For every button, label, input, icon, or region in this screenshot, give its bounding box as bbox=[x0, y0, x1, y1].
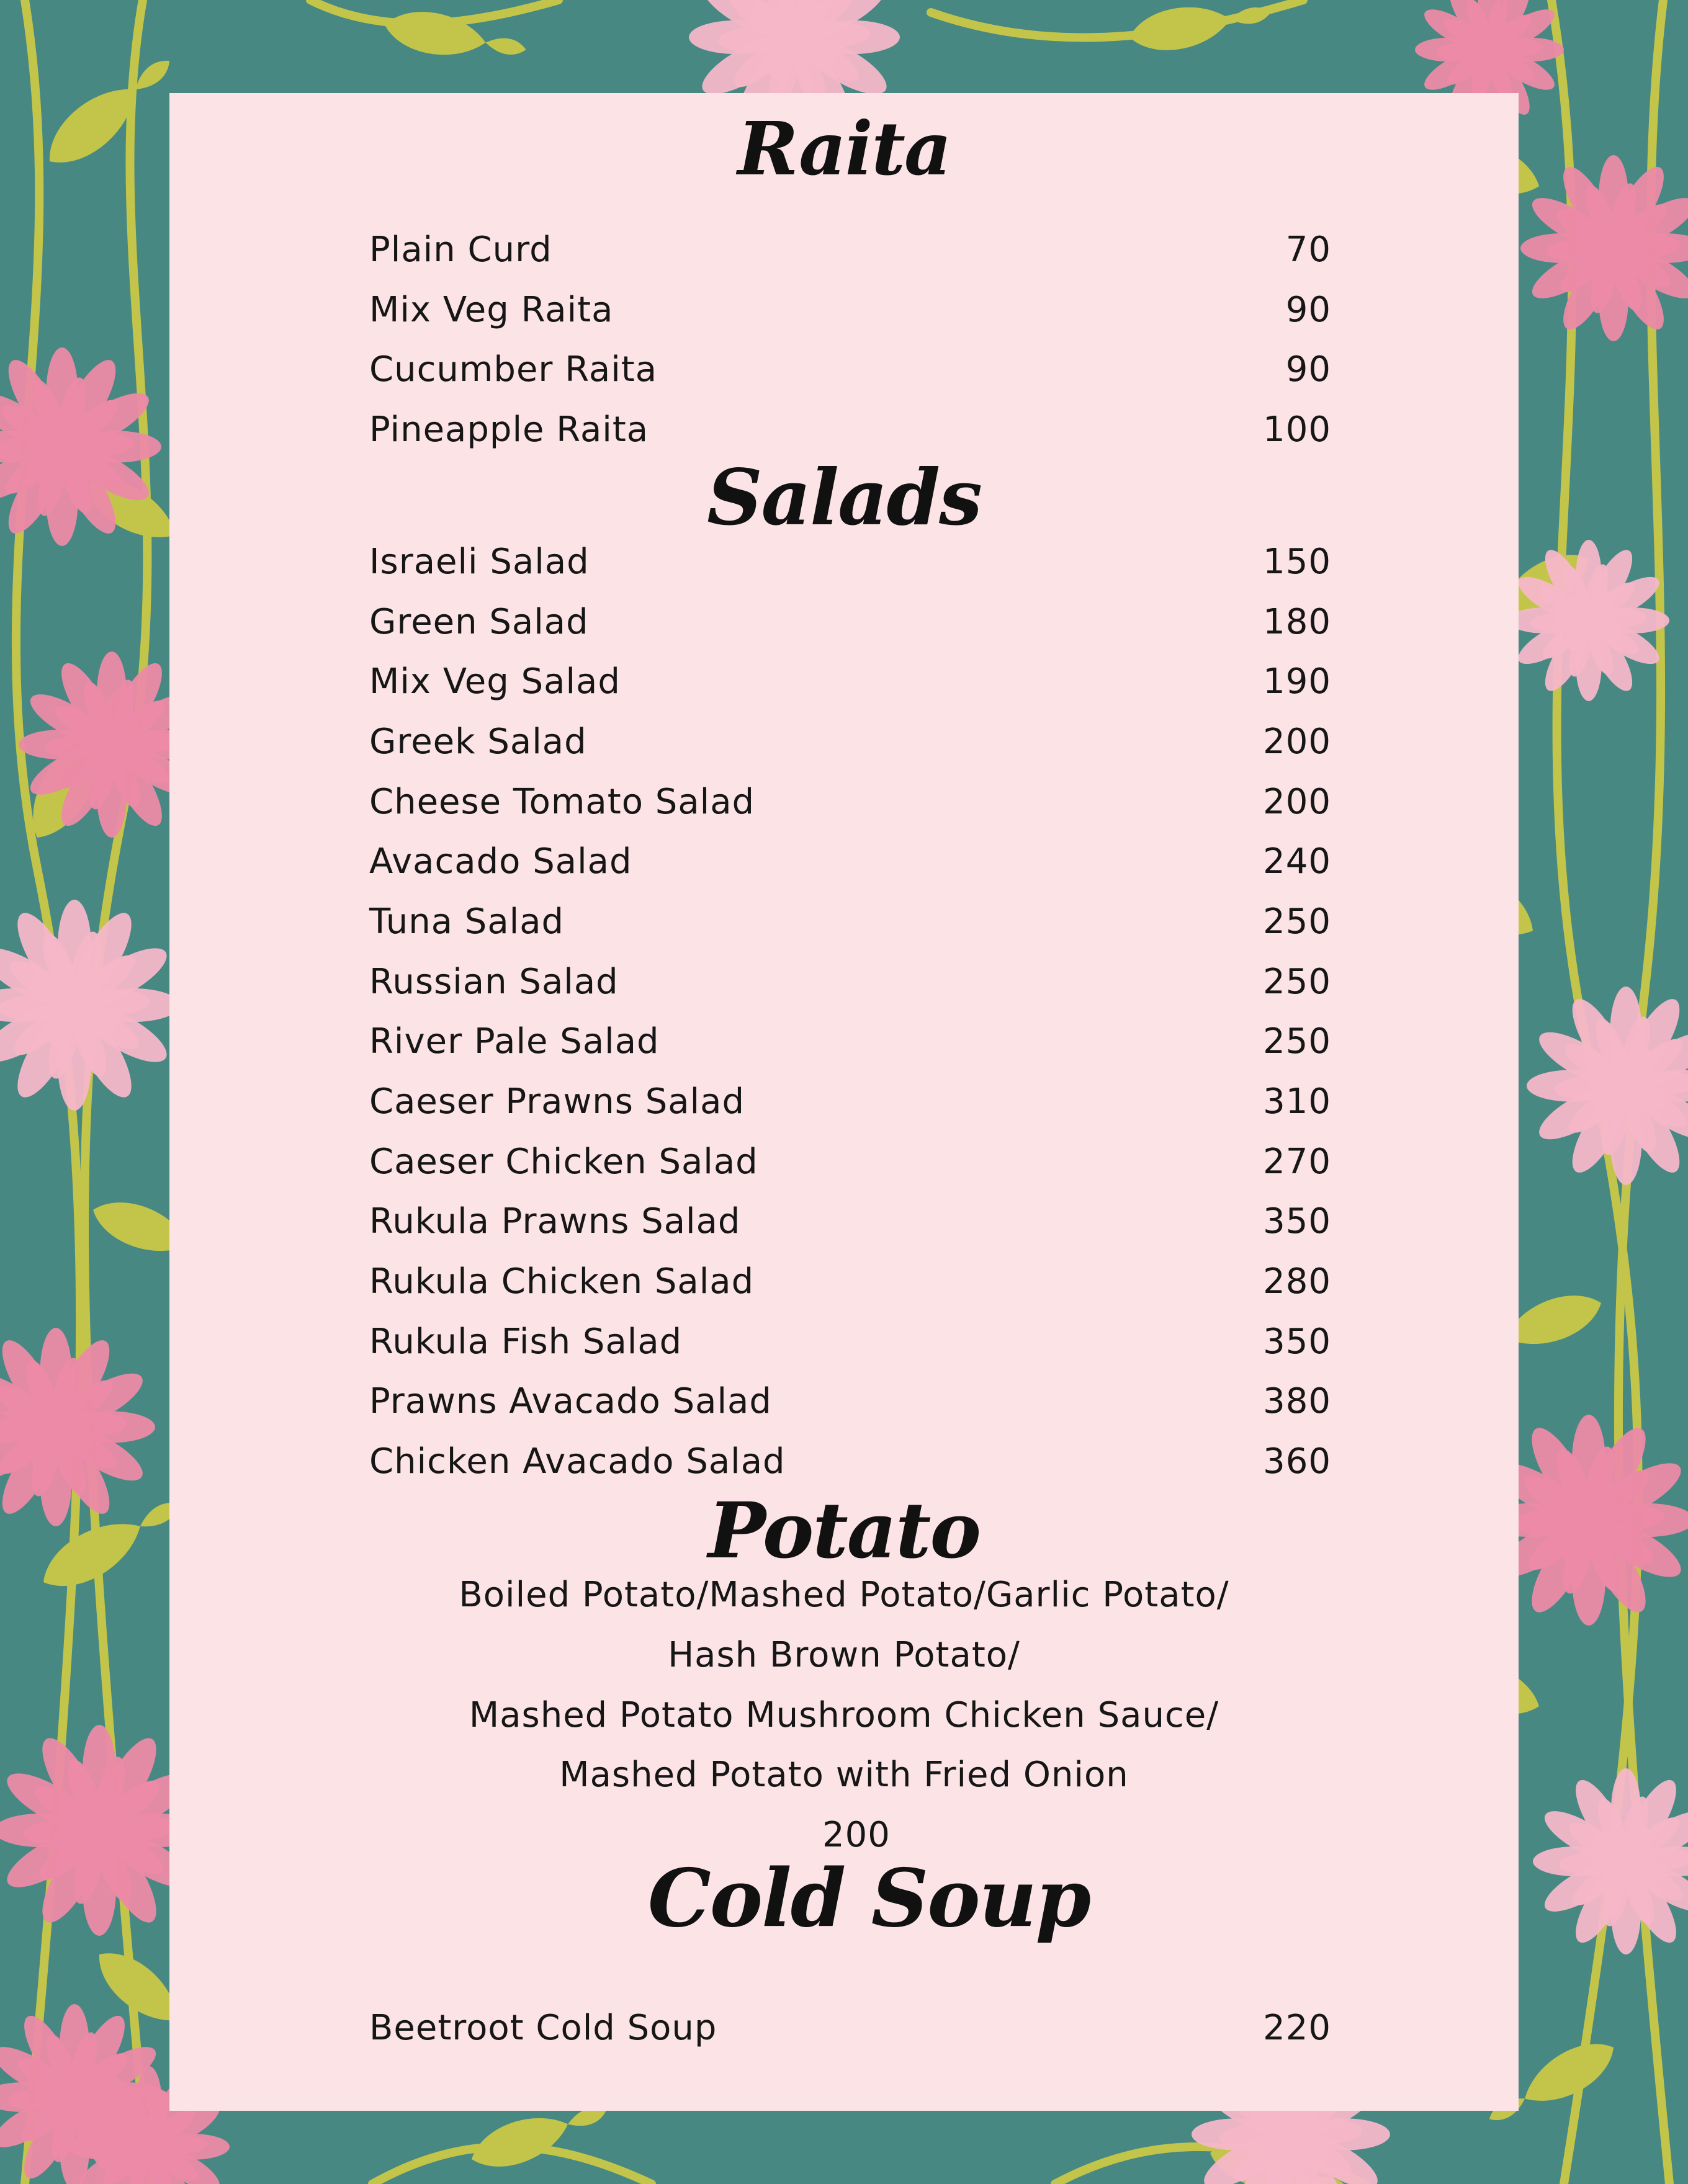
menu-item bbox=[369, 401, 1331, 457]
menu-item bbox=[369, 954, 1331, 1009]
salads-heading: Salads bbox=[707, 453, 981, 543]
potato-price: 200 bbox=[822, 1815, 891, 1855]
item-name: Russian Salad bbox=[369, 961, 619, 1002]
potato-line: Mashed Potato with Fried Onion bbox=[559, 1755, 1129, 1795]
menu-item bbox=[369, 1373, 1331, 1429]
item-price: 250 bbox=[1263, 901, 1331, 942]
menu-item bbox=[369, 1314, 1331, 1369]
item-name: Green Salad bbox=[369, 601, 589, 642]
item-name: Caeser Chicken Salad bbox=[369, 1141, 758, 1182]
item-name: Plain Curd bbox=[369, 229, 552, 270]
raita-heading: Raita bbox=[737, 105, 951, 192]
item-price: 380 bbox=[1263, 1381, 1331, 1421]
item-name: Pineapple Raita bbox=[369, 409, 649, 450]
menu-item bbox=[369, 222, 1331, 277]
menu-item bbox=[369, 653, 1331, 709]
menu-item bbox=[369, 1013, 1331, 1069]
item-price: 190 bbox=[1263, 661, 1331, 702]
menu-item bbox=[369, 893, 1331, 949]
item-price: 150 bbox=[1263, 541, 1331, 582]
item-name: Avacado Salad bbox=[369, 841, 632, 882]
item-price: 360 bbox=[1263, 1441, 1331, 1482]
item-price: 280 bbox=[1263, 1261, 1331, 1302]
potato-heading: Potato bbox=[707, 1486, 981, 1576]
menu-item bbox=[369, 282, 1331, 338]
item-price: 270 bbox=[1263, 1141, 1331, 1182]
menu-item bbox=[369, 1193, 1331, 1249]
item-name: Caeser Prawns Salad bbox=[369, 1081, 745, 1122]
item-name: Cheese Tomato Salad bbox=[369, 781, 755, 822]
item-name: Greek Salad bbox=[369, 721, 587, 762]
item-price: 350 bbox=[1263, 1201, 1331, 1242]
item-name: River Pale Salad bbox=[369, 1021, 660, 1062]
menu-item bbox=[369, 341, 1331, 397]
item-price: 70 bbox=[1285, 229, 1331, 270]
menu-item bbox=[369, 1253, 1331, 1309]
menu-item bbox=[369, 714, 1331, 769]
item-price: 240 bbox=[1263, 841, 1331, 882]
item-name: Israeli Salad bbox=[369, 541, 590, 582]
menu-panel bbox=[169, 93, 1519, 2111]
item-price: 90 bbox=[1285, 289, 1331, 330]
item-price: 180 bbox=[1263, 601, 1331, 642]
item-name: Cucumber Raita bbox=[369, 349, 658, 390]
item-price: 350 bbox=[1263, 1321, 1331, 1362]
menu-item bbox=[369, 774, 1331, 830]
menu-item bbox=[369, 2000, 1331, 2056]
menu-item bbox=[369, 1433, 1331, 1489]
item-name: Beetroot Cold Soup bbox=[369, 2007, 717, 2048]
item-price: 200 bbox=[1263, 781, 1331, 822]
item-price: 200 bbox=[1263, 721, 1331, 762]
item-name: Mix Veg Salad bbox=[369, 661, 621, 702]
item-name: Rukula Fish Salad bbox=[369, 1321, 683, 1362]
potato-line: Mashed Potato Mushroom Chicken Sauce/ bbox=[469, 1695, 1219, 1735]
item-price: 220 bbox=[1263, 2007, 1331, 2048]
item-price: 250 bbox=[1263, 1021, 1331, 1062]
item-name: Prawns Avacado Salad bbox=[369, 1381, 772, 1421]
item-name: Chicken Avacado Salad bbox=[369, 1441, 786, 1482]
item-price: 310 bbox=[1263, 1081, 1331, 1122]
cold-soup-heading: Cold Soup bbox=[647, 1852, 1090, 1945]
item-name: Mix Veg Raita bbox=[369, 289, 614, 330]
item-price: 100 bbox=[1263, 409, 1331, 450]
menu-item bbox=[369, 1073, 1331, 1129]
item-price: 250 bbox=[1263, 961, 1331, 1002]
item-name: Rukula Chicken Salad bbox=[369, 1261, 755, 1302]
item-name: Tuna Salad bbox=[369, 901, 565, 942]
potato-line: Hash Brown Potato/ bbox=[668, 1635, 1020, 1675]
item-name: Rukula Prawns Salad bbox=[369, 1201, 741, 1242]
menu-item bbox=[369, 1134, 1331, 1189]
potato-line: Boiled Potato/Mashed Potato/Garlic Potato/ bbox=[459, 1575, 1229, 1615]
item-price: 90 bbox=[1285, 349, 1331, 390]
menu-item bbox=[369, 833, 1331, 889]
menu-item bbox=[369, 594, 1331, 650]
menu-item bbox=[369, 534, 1331, 589]
